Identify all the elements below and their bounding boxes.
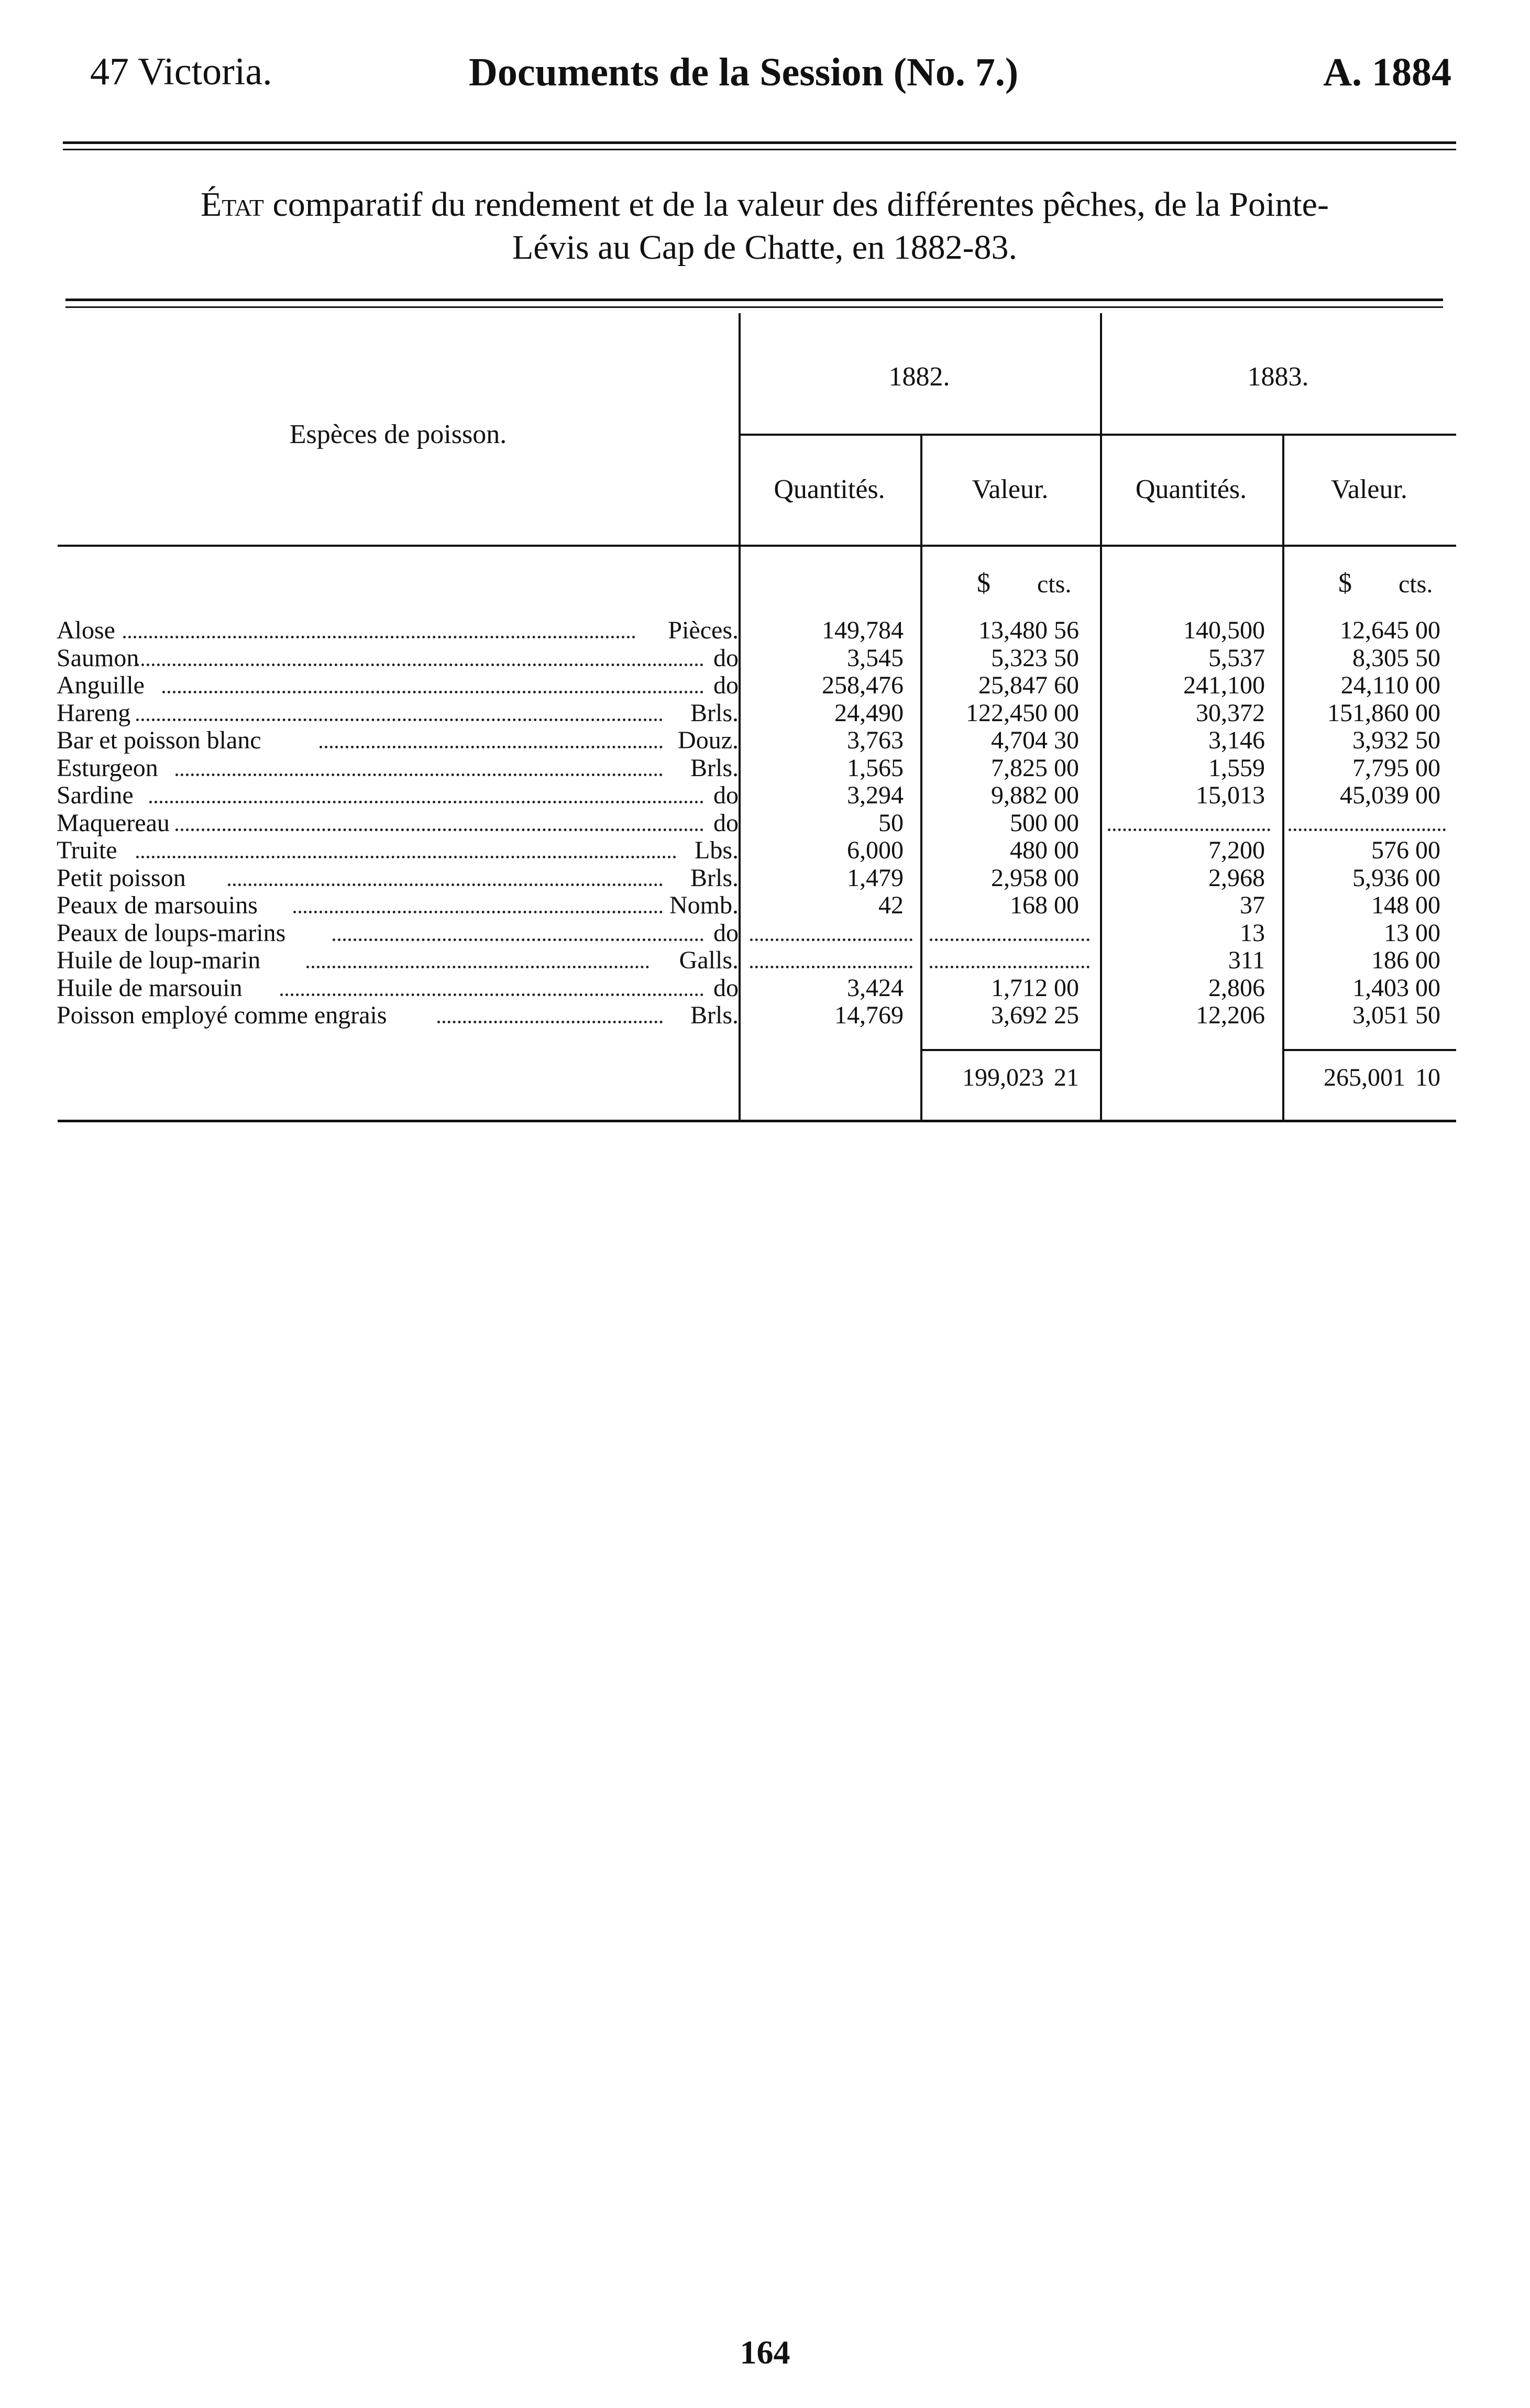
- empty-dots: [750, 938, 912, 941]
- species-unit: Pièces.: [668, 616, 739, 644]
- species-name: Anguille: [57, 671, 145, 699]
- value-1883-dollars: 7,795: [1352, 754, 1409, 782]
- table-bottom-rule: [58, 1120, 1456, 1122]
- qty-1882: 14,769: [834, 1001, 904, 1029]
- dot-leader: [293, 911, 663, 913]
- species-header: Espèces de poisson.: [289, 419, 507, 449]
- dot-leader: [162, 691, 703, 693]
- dot-leader: [437, 1021, 663, 1023]
- species-unit: Brls.: [690, 1001, 739, 1029]
- value-1882-cents: 00: [1054, 891, 1079, 919]
- qty-1883: 3,146: [1208, 726, 1265, 754]
- species-name: Truite: [57, 836, 117, 864]
- year-header-rule: [739, 434, 1456, 436]
- value-1882-cents: 00: [1054, 754, 1079, 782]
- value-1883-dollars: 3,051: [1352, 1001, 1409, 1029]
- species-name: Sardine: [57, 781, 134, 809]
- dot-leader: [228, 883, 663, 886]
- value-1883-dollars: 151,860: [1327, 699, 1409, 727]
- value-1882-dollars: 2,958: [991, 864, 1048, 892]
- value-1883-dollars: 1,403: [1352, 974, 1409, 1002]
- species-name: Hareng: [57, 699, 131, 727]
- value-1882-dollars: 3,692: [991, 1001, 1048, 1029]
- value-1882-cents: 50: [1054, 644, 1079, 672]
- header-rule-top: [63, 141, 1456, 144]
- value-1882-dollars: 1,712: [991, 974, 1048, 1002]
- qty-1883: 12,206: [1196, 1001, 1265, 1029]
- header-year: A. 1884: [1323, 50, 1451, 94]
- value-1882-dollars: 13,480: [978, 616, 1048, 644]
- species-unit: do: [713, 644, 739, 672]
- species-unit: Lbs.: [695, 836, 739, 864]
- qty-1882: 1,479: [847, 864, 904, 892]
- species-unit: do: [713, 974, 739, 1002]
- dot-leader: [149, 801, 703, 803]
- dot-leader: [136, 664, 703, 666]
- value-1883-cents: 00: [1415, 864, 1440, 892]
- value-1882-dollars: 500: [1010, 809, 1048, 837]
- species-unit: do: [713, 919, 739, 947]
- empty-dots: [750, 966, 912, 968]
- species-name: Petit poisson: [57, 864, 186, 892]
- value-1883-cents: 50: [1415, 726, 1440, 754]
- value-1883-cents: 00: [1415, 891, 1440, 919]
- qty-1883: 5,537: [1208, 644, 1265, 672]
- value-1882-cents: 56: [1054, 616, 1079, 644]
- column-header-rule: [58, 545, 1456, 547]
- value-1883-cents: 00: [1415, 754, 1440, 782]
- dollar-sign-1882: $: [977, 568, 990, 598]
- total-1882-value: [927, 1064, 1079, 1091]
- qty-1883: 2,806: [1208, 974, 1265, 1002]
- total-1882-dollars: 199,023: [962, 1064, 1044, 1091]
- value-1882-dollars: 9,882: [991, 781, 1048, 809]
- species-name: Esturgeon: [57, 754, 158, 782]
- value-1882-cents: 00: [1054, 781, 1079, 809]
- dollar-sign-1883: $: [1338, 568, 1352, 598]
- value-1882-dollars: 168: [1010, 891, 1048, 919]
- title-rule-2: [65, 306, 1443, 308]
- value-1883-cents: 00: [1415, 919, 1440, 947]
- title-line2: Lévis au Cap de Chatte, en 1882-83.: [512, 228, 1018, 267]
- dot-leader: [306, 966, 649, 968]
- dot-leader: [136, 856, 676, 858]
- species-unit: do: [713, 809, 739, 837]
- col-divider-qty1: [920, 435, 922, 1120]
- value-1883-dollars: 3,932: [1352, 726, 1409, 754]
- empty-dots: [1289, 829, 1446, 831]
- value-1883-header: Valeur.: [1331, 474, 1407, 504]
- value-1883-cents: 50: [1415, 644, 1440, 672]
- qty-1882: 6,000: [847, 836, 904, 864]
- dot-leader: [280, 993, 703, 996]
- value-1883-cents: 00: [1415, 616, 1440, 644]
- qty-1882: 24,490: [834, 699, 904, 727]
- page-number: 164: [740, 2334, 790, 2371]
- header-document-title: Documents de la Session (No. 7.): [469, 50, 1019, 94]
- value-1883-dollars: 8,305: [1352, 644, 1409, 672]
- value-1882-cents: 00: [1054, 864, 1079, 892]
- value-1882-header: Valeur.: [972, 474, 1049, 504]
- dot-leader: [320, 746, 663, 748]
- qty-1882: 3,424: [847, 974, 904, 1002]
- value-1883-dollars: 5,936: [1352, 864, 1409, 892]
- qty-1883: 311: [1228, 946, 1265, 974]
- qty-1882: 258,476: [822, 671, 904, 699]
- qty-1882: 3,545: [847, 644, 904, 672]
- value-1883-cents: 00: [1415, 946, 1440, 974]
- qty-1882: 3,763: [847, 726, 904, 754]
- cents-label-1882: cts.: [1037, 570, 1072, 598]
- qty-1883: 30,372: [1196, 699, 1265, 727]
- species-unit: Douz.: [678, 726, 739, 754]
- value-1883-dollars: 45,039: [1340, 781, 1409, 809]
- value-1883-cents: 00: [1415, 836, 1440, 864]
- total1-rule: [920, 1049, 1101, 1051]
- species-name: Saumon: [57, 644, 139, 672]
- value-1883-cents: 00: [1415, 671, 1440, 699]
- species-unit: do: [713, 781, 739, 809]
- dot-leader: [333, 938, 703, 941]
- qty-1883: 15,013: [1196, 781, 1265, 809]
- qty-1882: 149,784: [822, 616, 904, 644]
- year-1882-header: 1882.: [888, 362, 950, 392]
- value-1883-cents: 00: [1415, 699, 1440, 727]
- qty-1883: 1,559: [1208, 754, 1265, 782]
- total2-rule: [1282, 1049, 1456, 1051]
- value-1882-cents: 25: [1054, 1001, 1079, 1029]
- dot-leader: [123, 636, 635, 638]
- qty-1882: 3,294: [847, 781, 904, 809]
- qty-1883: 140,500: [1183, 616, 1265, 644]
- value-1882-dollars: 4,704: [991, 726, 1048, 754]
- value-1883-cents: 00: [1415, 781, 1440, 809]
- species-name: Maquereau: [57, 809, 170, 837]
- value-1882-cents: 00: [1054, 974, 1079, 1002]
- total-1883-cents: 10: [1415, 1064, 1440, 1091]
- species-name: Peaux de loups-marins: [57, 919, 286, 947]
- value-1882-cents: 60: [1054, 671, 1079, 699]
- species-name: Alose: [57, 616, 115, 644]
- species-unit: Galls.: [679, 946, 739, 974]
- dot-leader: [175, 774, 663, 776]
- value-1883-dollars: 186: [1371, 946, 1409, 974]
- header-rule-bottom: [63, 149, 1456, 150]
- value-1883-dollars: 576: [1371, 836, 1409, 864]
- qty-1883: 7,200: [1208, 836, 1265, 864]
- total-1883-value: [1289, 1064, 1440, 1091]
- header-volume: 47 Victoria.: [90, 50, 272, 93]
- value-1882-dollars: 5,323: [991, 644, 1048, 672]
- title-smallcaps: État: [201, 185, 264, 224]
- qty-1883: 2,968: [1208, 864, 1265, 892]
- value-1883-dollars: 13: [1384, 919, 1409, 947]
- empty-dots: [1108, 829, 1270, 831]
- species-name: Bar et poisson blanc: [57, 726, 261, 754]
- qty-1882-header: Quantités.: [774, 474, 885, 504]
- value-1882-cents: 00: [1054, 836, 1079, 864]
- qty-1882: 50: [878, 809, 904, 837]
- value-1882-cents: 00: [1054, 699, 1079, 727]
- value-1883-cents: 50: [1415, 1001, 1440, 1029]
- dot-leader: [136, 719, 663, 721]
- year-1883-header: 1883.: [1247, 362, 1309, 392]
- qty-1883: 37: [1240, 891, 1265, 919]
- qty-1883: 241,100: [1183, 671, 1265, 699]
- species-name: Peaux de marsouins: [57, 891, 258, 919]
- empty-dots: [930, 966, 1089, 968]
- qty-1882: 42: [878, 891, 904, 919]
- cents-label-1883: cts.: [1399, 570, 1433, 598]
- species-unit: Nomb.: [669, 891, 739, 919]
- total-1883-dollars: 265,001: [1324, 1064, 1405, 1091]
- value-1882-dollars: 122,450: [966, 699, 1048, 727]
- value-1882-dollars: 25,847: [978, 671, 1048, 699]
- dot-leader: [175, 829, 703, 831]
- empty-dots: [930, 938, 1089, 941]
- value-1883-dollars: 24,110: [1340, 671, 1409, 699]
- qty-1882: 1,565: [847, 754, 904, 782]
- value-1883-dollars: 12,645: [1340, 616, 1409, 644]
- total-1882-cents: 21: [1054, 1064, 1079, 1091]
- species-unit: do: [713, 671, 739, 699]
- value-1882-dollars: 7,825: [991, 754, 1048, 782]
- value-1883-dollars: 148: [1371, 891, 1409, 919]
- value-1882-cents: 30: [1054, 726, 1079, 754]
- qty-1883: 13: [1240, 919, 1265, 947]
- value-1883-cents: 00: [1415, 974, 1440, 1002]
- table-title: [58, 183, 1472, 269]
- species-unit: Brls.: [690, 754, 739, 782]
- value-1882-cents: 00: [1054, 809, 1079, 837]
- species-name: Huile de loup-marin: [57, 946, 261, 974]
- value-1882-dollars: 480: [1010, 836, 1048, 864]
- title-rule-1: [65, 299, 1443, 301]
- title-line1: comparatif du rendement et de la valeur des différentes pêches, de la Pointe-: [272, 185, 1329, 224]
- species-unit: Brls.: [690, 864, 739, 892]
- qty-1883-header: Quantités.: [1135, 474, 1247, 504]
- species-name: Poisson employé comme engrais: [57, 1001, 387, 1029]
- col-divider-qty2: [1282, 435, 1284, 1120]
- species-name: Huile de marsouin: [57, 974, 243, 1002]
- species-unit: Brls.: [690, 699, 739, 727]
